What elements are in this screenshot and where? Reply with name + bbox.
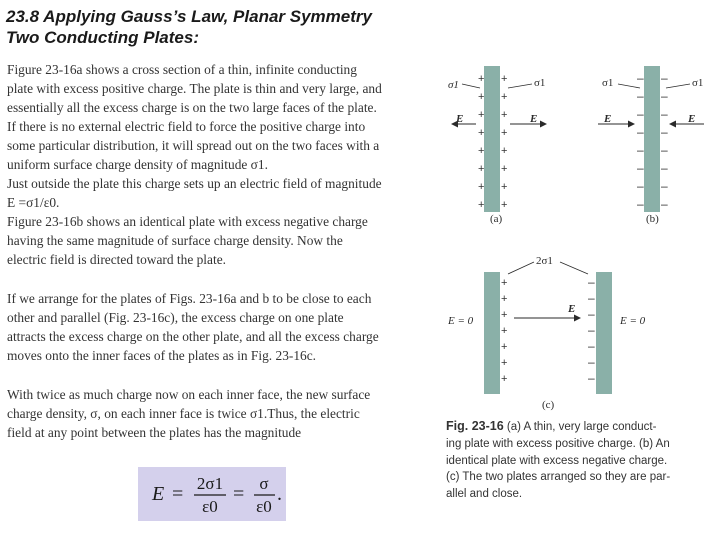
E-label-b-left: E [604,113,612,125]
text-line: If we arrange for the plates of Figs. 23-16a and b to be close to each [7,291,372,306]
svg-text:+: + [478,163,485,175]
svg-text:+: + [478,109,485,121]
svg-text:–: – [588,275,595,289]
caption-label: Fig. 23-16 [446,419,504,433]
svg-text:+: + [501,91,508,103]
svg-text:+: + [478,199,485,211]
E-label-c: E [568,303,576,315]
svg-text:–: – [661,107,668,121]
svg-text:+: + [501,109,508,121]
text-line: having the same magnitude of surface charge density. Now the [7,233,343,248]
plate-c-negative [596,272,612,394]
svg-text:+: + [501,199,508,211]
text-line: attracts the excess charge on the other plate, and all the excess charge [7,329,379,344]
svg-text:–: – [588,323,595,337]
svg-text:+: + [478,91,485,103]
figure-23-16 [448,62,720,419]
formula-numerator-2: σ [259,474,269,493]
svg-text:+: + [501,341,508,353]
E-label-a-right: E [530,113,538,125]
text-line: If there is no external electric field to force the positive charge into [7,119,366,134]
svg-text:+: + [501,127,508,139]
text-line: plate with excess positive charge. The plate is thin and very large, and [7,81,382,96]
caption-text: (c) The two plates arranged so they are par- [446,471,671,484]
field-formula [138,467,286,521]
label-b: (b) [646,213,659,225]
caption-text: identical plate with excess negative charge. [446,454,668,467]
svg-text:–: – [637,179,644,193]
E-zero-right: E = 0 [620,315,646,327]
svg-text:–: – [637,161,644,175]
minus-charges-c [588,275,595,385]
svg-text:–: – [661,161,668,175]
svg-text:–: – [588,307,595,321]
paragraph-charge-density [7,385,455,442]
sigma-b-right-pointer [666,84,690,88]
caption-text: allel and close. [446,488,523,501]
svg-text:+: + [478,73,485,85]
text-line: charge density, σ, on each inner face is twice σ1.Thus, the electric [7,406,360,421]
text-line: Just outside the plate this charge sets up an electric field of magnitude [7,176,382,191]
sigma-a-right: σ1 [534,77,546,89]
caption-line [446,418,720,436]
svg-text:+: + [478,145,485,157]
label-c: (c) [542,399,555,411]
svg-text:+: + [501,163,508,175]
text-line: Figure 23-16a shows a cross section of a thin, infinite conducting [7,62,357,77]
figure-caption [446,418,720,503]
formula-denominator-1: ε0 [202,497,218,516]
svg-text:+: + [501,357,508,369]
svg-text:+: + [478,181,485,193]
text-line: other and parallel (Fig. 23-16c), the excess charge on one plate [7,310,344,325]
text-line: essentially all the excess charge is on the two large faces of the plate. [7,100,377,115]
svg-text:+: + [501,325,508,337]
E-label-a-left: E [456,113,464,125]
two-sigma-pointer-right [560,262,588,274]
svg-text:–: – [637,197,644,211]
plate-a [484,66,500,212]
sigma-a-right-pointer [508,84,532,88]
plate-b [644,66,660,212]
text-line: some particular distribution, it will spread out on the two faces with a [7,138,380,153]
text-line: electric field is directed toward the plate. [7,252,226,267]
two-sigma-label: 2σ1 [536,255,553,267]
label-a: (a) [490,213,503,225]
svg-text:+: + [501,73,508,85]
two-sigma-pointer-left [508,262,534,274]
svg-text:+: + [501,181,508,193]
E-zero-left: E = 0 [448,315,474,327]
sigma-b-left: σ1 [602,77,614,89]
slide-title [6,6,466,48]
sigma-b-right: σ1 [692,77,704,89]
text-line: With twice as much charge now on each inner face, the new surface [7,387,371,402]
svg-text:–: – [637,107,644,121]
text-line: Figure 23-16b shows an identical plate with excess negative charge [7,214,368,229]
sigma-a-left: σ1 [448,79,459,91]
svg-text:–: – [661,197,668,211]
svg-text:–: – [661,179,668,193]
svg-text:–: – [637,125,644,139]
title-line-1: 23.8 Applying Gauss’s Law, Planar Symmetry [6,7,372,26]
text-line: uniform surface charge density of magnitude σ1. [7,157,268,172]
svg-text:+: + [501,145,508,157]
svg-text:–: – [588,355,595,369]
text-line: field at any point between the plates has the magnitude [7,425,302,440]
plus-charges-c [501,277,507,385]
svg-text:–: – [661,143,668,157]
paragraph-plates-arranged [7,289,455,365]
formula-denominator-2: ε0 [256,497,272,516]
svg-text:+: + [501,309,508,321]
svg-text:–: – [588,339,595,353]
svg-text:–: – [661,89,668,103]
caption-text: (a) A thin, very large conduct- [506,421,657,433]
text-line: moves onto the inner faces of the plates as in Fig. 23-16c. [7,348,317,363]
svg-text:–: – [661,125,668,139]
svg-text:+: + [501,277,508,289]
svg-text:–: – [637,89,644,103]
caption-text: ing plate with excess positive charge. (b) An [446,437,670,450]
svg-text:–: – [637,71,644,85]
svg-text:–: – [661,71,668,85]
formula-equals-2: = [233,483,245,505]
svg-text:–: – [637,143,644,157]
title-line-2: Two Conducting Plates: [6,28,199,47]
E-label-b-right: E [688,113,696,125]
formula-lhs: E [152,483,165,505]
formula-equals-1: = [172,483,184,505]
svg-text:+: + [501,373,508,385]
svg-text:–: – [588,371,595,385]
plate-c-positive [484,272,500,394]
paragraph-plate-description [7,60,455,269]
formula-period: . [277,483,282,505]
svg-text:–: – [588,291,595,305]
svg-text:+: + [501,293,508,305]
text-line: E =σ1/ε0. [7,195,60,210]
svg-text:+: + [478,127,485,139]
formula-numerator-1: 2σ1 [196,474,224,493]
